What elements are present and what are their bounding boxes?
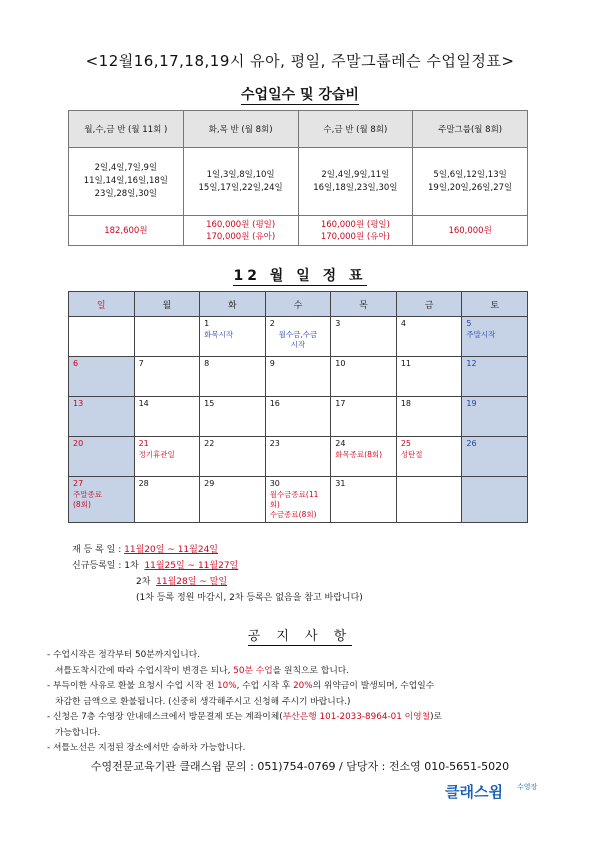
calendar-cell: 26: [462, 437, 528, 477]
contact-info: 수영전문교육기관 클래스윔 문의 : 051)754-0769 / 담당자 : 전소영 010-5651-5020: [90, 760, 510, 773]
calendar-cell: 24 화목종료(8회): [331, 437, 397, 477]
calendar-cell: [69, 317, 135, 357]
calendar-cell: 18: [396, 397, 462, 437]
calendar-cell: 13: [69, 397, 135, 437]
fee-price-mwf: 182,600원: [69, 216, 184, 246]
calendar-cell: 28: [134, 477, 200, 523]
calendar-cell: 15: [200, 397, 266, 437]
calendar-cell: [396, 477, 462, 523]
calendar-cell: 20: [69, 437, 135, 477]
calendar-cell: 9: [265, 357, 331, 397]
weekday-sun: 일: [69, 292, 135, 317]
calendar-cell: 22: [200, 437, 266, 477]
fee-header-wf: 수,금 반 (월 8회): [298, 111, 413, 148]
calendar-cell: 5 주말시작: [462, 317, 528, 357]
weekday-fri: 금: [396, 292, 462, 317]
fee-price-weekend: 160,000원: [413, 216, 528, 246]
fee-table: [68, 110, 528, 246]
fee-header-tt: 화,목 반 (월 8회): [183, 111, 298, 148]
calendar-cell: [134, 317, 200, 357]
calendar-cell: 31: [331, 477, 397, 523]
weekday-tue: 화: [200, 292, 266, 317]
calendar-cell: 7: [134, 357, 200, 397]
fee-dates-wf: 2일,4일,9일,11일 16일,18일,23일,30일: [298, 148, 413, 216]
weekday-thu: 목: [331, 292, 397, 317]
weekday-wed: 수: [265, 292, 331, 317]
fee-dates-weekend: 5일,6일,12일,13일 19일,20일,26일,27일: [413, 148, 528, 216]
calendar-cell: 10: [331, 357, 397, 397]
calendar-cell: 21 정기휴관일: [134, 437, 200, 477]
fee-header-mwf: 월,수,금 반 (월 11회 ): [69, 111, 184, 148]
schedule-title: 12 월 일 정 표: [233, 268, 367, 284]
fee-header-weekend: 주말그룹(월 8회): [413, 111, 528, 148]
calendar-cell: 8: [200, 357, 266, 397]
calendar-cell: 27 주말종료 (8회): [69, 477, 135, 523]
notice-item: - 부득이한 사유로 환불 요청시 수업 시작 전 10%, 수업 시작 후 20%의 위약금이 발생되며, 수업일수: [47, 681, 435, 691]
brand-logo: 클래스윔: [445, 783, 503, 801]
calendar-cell: 14: [134, 397, 200, 437]
notice-title: 공 지 사 항: [247, 629, 353, 644]
calendar-cell: 30 월수금종료(11회) 수금종료(8회): [265, 477, 331, 523]
calendar-cell: 1 화목시작: [200, 317, 266, 357]
notice-item: 가능합니다.: [55, 727, 101, 738]
fee-dates-mwf: 2일,4일,7일,9일 11일,14일,16일,18일 23일,28일,30일: [69, 148, 184, 216]
calendar-cell: 29: [200, 477, 266, 523]
calendar: [68, 291, 528, 523]
calendar-cell: 16: [265, 397, 331, 437]
fee-price-tt: 160,000원 (평일) 170,000원 (유아): [183, 216, 298, 246]
notice-list: [47, 648, 567, 757]
calendar-cell: 23: [265, 437, 331, 477]
weekday-sat: 토: [462, 292, 528, 317]
calendar-cell: 6: [69, 357, 135, 397]
page-title: <12월16,17,18,19시 유아, 평일, 주말그룹레슨 수업일정표>: [85, 52, 515, 70]
calendar-cell: 2 월수금,수금 시작: [265, 317, 331, 357]
fee-section-title: 수업일수 및 강습비: [241, 87, 359, 103]
calendar-cell: 11: [396, 357, 462, 397]
calendar-cell: 17: [331, 397, 397, 437]
fee-price-wf: 160,000원 (평일) 170,000원 (유아): [298, 216, 413, 246]
notice-item: - 수업시작은 정각부터 50분까지입니다.: [47, 650, 201, 660]
weekday-mon: 월: [134, 292, 200, 317]
calendar-cell: 12: [462, 357, 528, 397]
calendar-cell: 4: [396, 317, 462, 357]
new-registration-second: 2차 11월28일 ~ 말일: [136, 577, 228, 587]
new-registration-first: 신규등록일 : 1차 11월25일 ~ 11월27일: [72, 561, 239, 571]
calendar-cell: 25 성탄절: [396, 437, 462, 477]
fee-dates-tt: 1일,3일,8일,10일 15일,17일,22일,24일: [183, 148, 298, 216]
notice-item: - 신청은 7층 수영장 안내데스크에서 방문결제 또는 계좌이체(부산은행 101-2033-8964-01 이영철)로: [47, 712, 443, 722]
calendar-cell: 19: [462, 397, 528, 437]
calendar-cell: 3: [331, 317, 397, 357]
notice-item: - 셔틀노선은 지정된 장소에서만 승하차 가능합니다.: [47, 743, 246, 753]
registration-note: (1차 등록 정원 마감시, 2차 등록은 없음을 참고 바랍니다): [136, 593, 363, 603]
calendar-cell: [462, 477, 528, 523]
brand-logo-sub: 수영장: [517, 783, 538, 791]
notice-item: 셔틀도착시간에 따라 수업시작이 변경은 되나, 50분 수업을 원칙으로 합니다.: [55, 665, 350, 676]
notice-item: 차감한 금액으로 환불됩니다. (신중히 생각해주시고 신청해 주시기 바랍니다.): [55, 696, 351, 707]
re-registration: 재 등 록 일 : 11월20일 ~ 11월24일: [72, 545, 218, 555]
